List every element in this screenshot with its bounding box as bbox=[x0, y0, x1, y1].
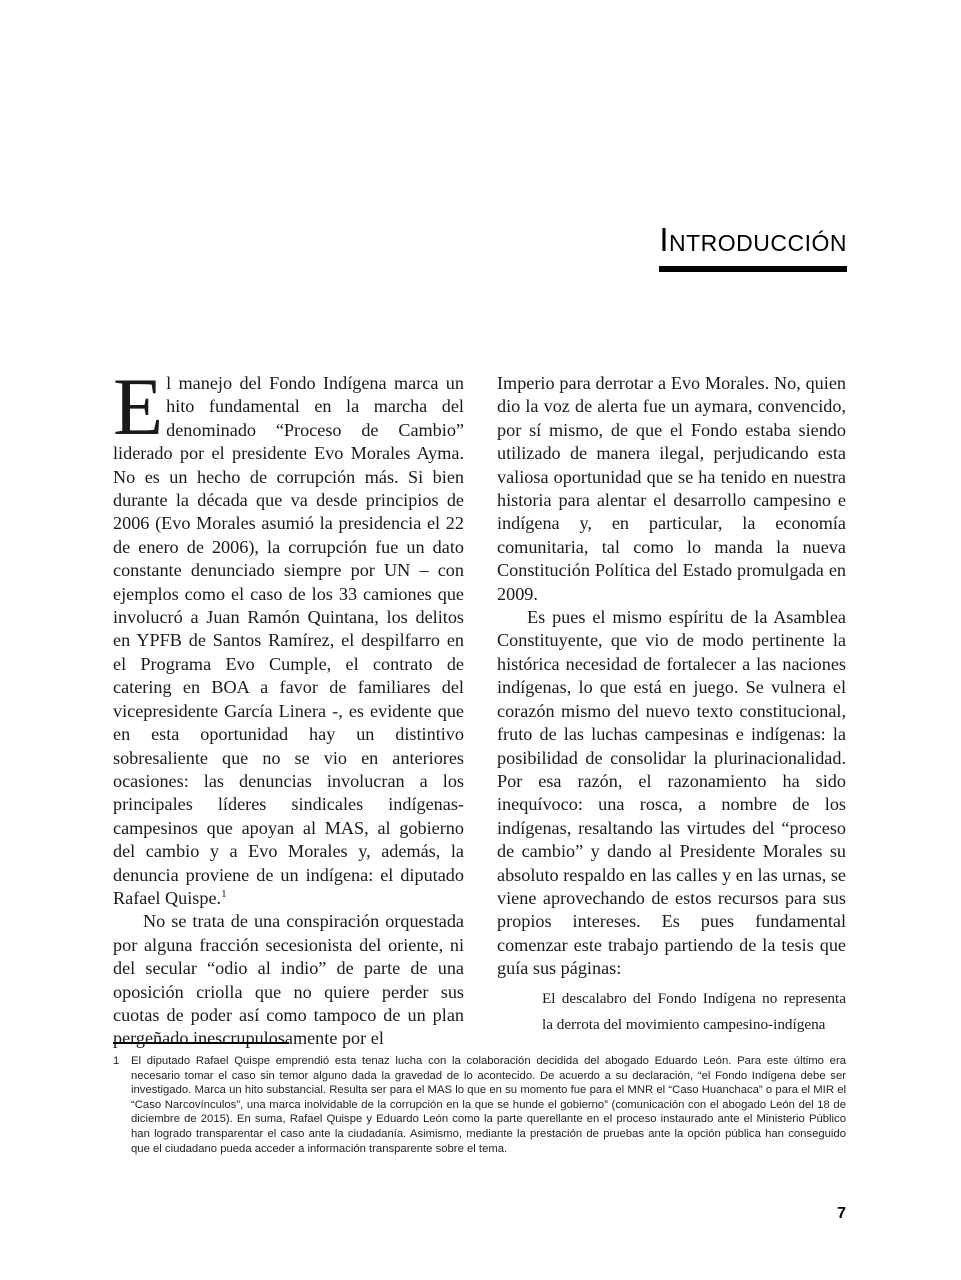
page-number: 7 bbox=[837, 1205, 846, 1222]
chapter-title: Introducción bbox=[659, 218, 847, 272]
right-column bbox=[497, 372, 846, 1038]
footnote bbox=[113, 1054, 846, 1156]
opening-paragraph bbox=[113, 361, 464, 910]
opening-paragraph-text: l manejo del Fondo Indígena marca un hito fundamental en la marcha del denominado “Proceso de Cambio” liderado por el presidente Evo Morales Ayma. No es un hecho de corrupción más. Si bien durante la década que va desde principios de 2006 (Evo Morales asumió la presidencia el 22 de enero de 2006), la corrupción fue un dato constante denunciado siempre por UN – con ejemplos como el caso de los 33 camiones que involucró a Juan Ramón Quintana, los delitos en YPFB de Santos Ramírez, el despilfarro en el Programa Evo Cumple, el contrato de catering en BOA a favor de familiares del vicepresidente García Linera -, es evidente que en esta oportunidad hay un distintivo sobresaliente que no se vio en anteriores ocasiones: las denuncias involucran a los principales líderes sindicales indígenas-campesinos que apoyan al MAS, al gobierno del cambio y a Evo Morales y, además, la denuncia proviene de un indígena: el diputado Rafael Quispe. bbox=[113, 373, 464, 908]
paragraph-conspiracy: No se trata de una conspiración orquestada por alguna fracción secesionista del oriente, ni del secular “odio al indio” de parte de una oposición criolla que no quiere perder sus cuotas de poder así como tampoco de un plan pergeñado inescrupulosamente por el bbox=[113, 911, 464, 1049]
block-quote: El descalabro del Fondo Indígena no representa la derrota del movimiento campesino-indígena bbox=[542, 989, 846, 1033]
drop-cap: E bbox=[113, 361, 164, 452]
footnote-reference[interactable]: 1 bbox=[221, 887, 227, 900]
paragraph-asamblea: Es pues el mismo espíritu de la Asamblea Constituyente, que vio de modo pertinente la histórica necesidad de fortalecer a las naciones indígenas, lo que está en juego. Se vulnera el corazón mismo del nuevo texto constitucional, fruto de las luchas campesinas e indígenas: la posibilidad de consolidar la plurinacionalidad. Por esa razón, el razonamiento ha sido inequívoco: una rosca, a nombre de los indígenas, resaltando las virtudes del “proceso de cambio” y dando al Presidente Morales su absoluto respaldo en las calles y en las urnas, se viene aprovechando de estos recursos para sus propios intereses. Es pues fundamental comenzar este trabajo partiendo de la tesis que guía sus páginas: bbox=[497, 607, 846, 979]
footnote-number: 1 bbox=[113, 1055, 120, 1067]
left-column bbox=[113, 361, 464, 1051]
paragraph-imperio: Imperio para derrotar a Evo Morales. No, quien dio la voz de alerta fue un aymara, convencido, por sí mismo, de que el Fondo estaba siendo utilizado de manera ilegal, perjudicando esta valiosa oportunidad que se ha tenido en nuestra historia para alentar el desarrollo campesino e indígena y, en particular, la economía comunitaria, tal como lo manda la nueva Constitución Política del Estado promulgada en 2009. bbox=[497, 373, 846, 604]
footnote-text: El diputado Rafael Quispe emprendió esta tenaz lucha con la colaboración decidida del abogado Eduardo León. Para este último era necesario tomar el caso sin temor alguno dada la gravedad de lo acontecido. De acuerdo a su declaración, “el Fondo Indígena debe ser investigado. Marca un hito substancial. Resulta ser para el MAS lo que en su momento fue para el MNR el “Caso Huanchaca” o para el MIR el “Caso Narcovínculos”, una marca inolvidable de la corrupción en la que se hunde el gobierno” (comunicación con el abogado León del 18 de diciembre de 2015). En suma, Rafael Quispe y Eduardo León como la parte querellante en el proceso instaurado ante el Ministerio Público han logrado transparentar el caso ante la ciudadanía. Asimismo, mediante la prestación de pruebas ante la opción pública han conseguido que el ciudadano pueda acceder a información transparente sobre el tema. bbox=[131, 1055, 846, 1155]
footnote-divider bbox=[113, 1042, 289, 1044]
